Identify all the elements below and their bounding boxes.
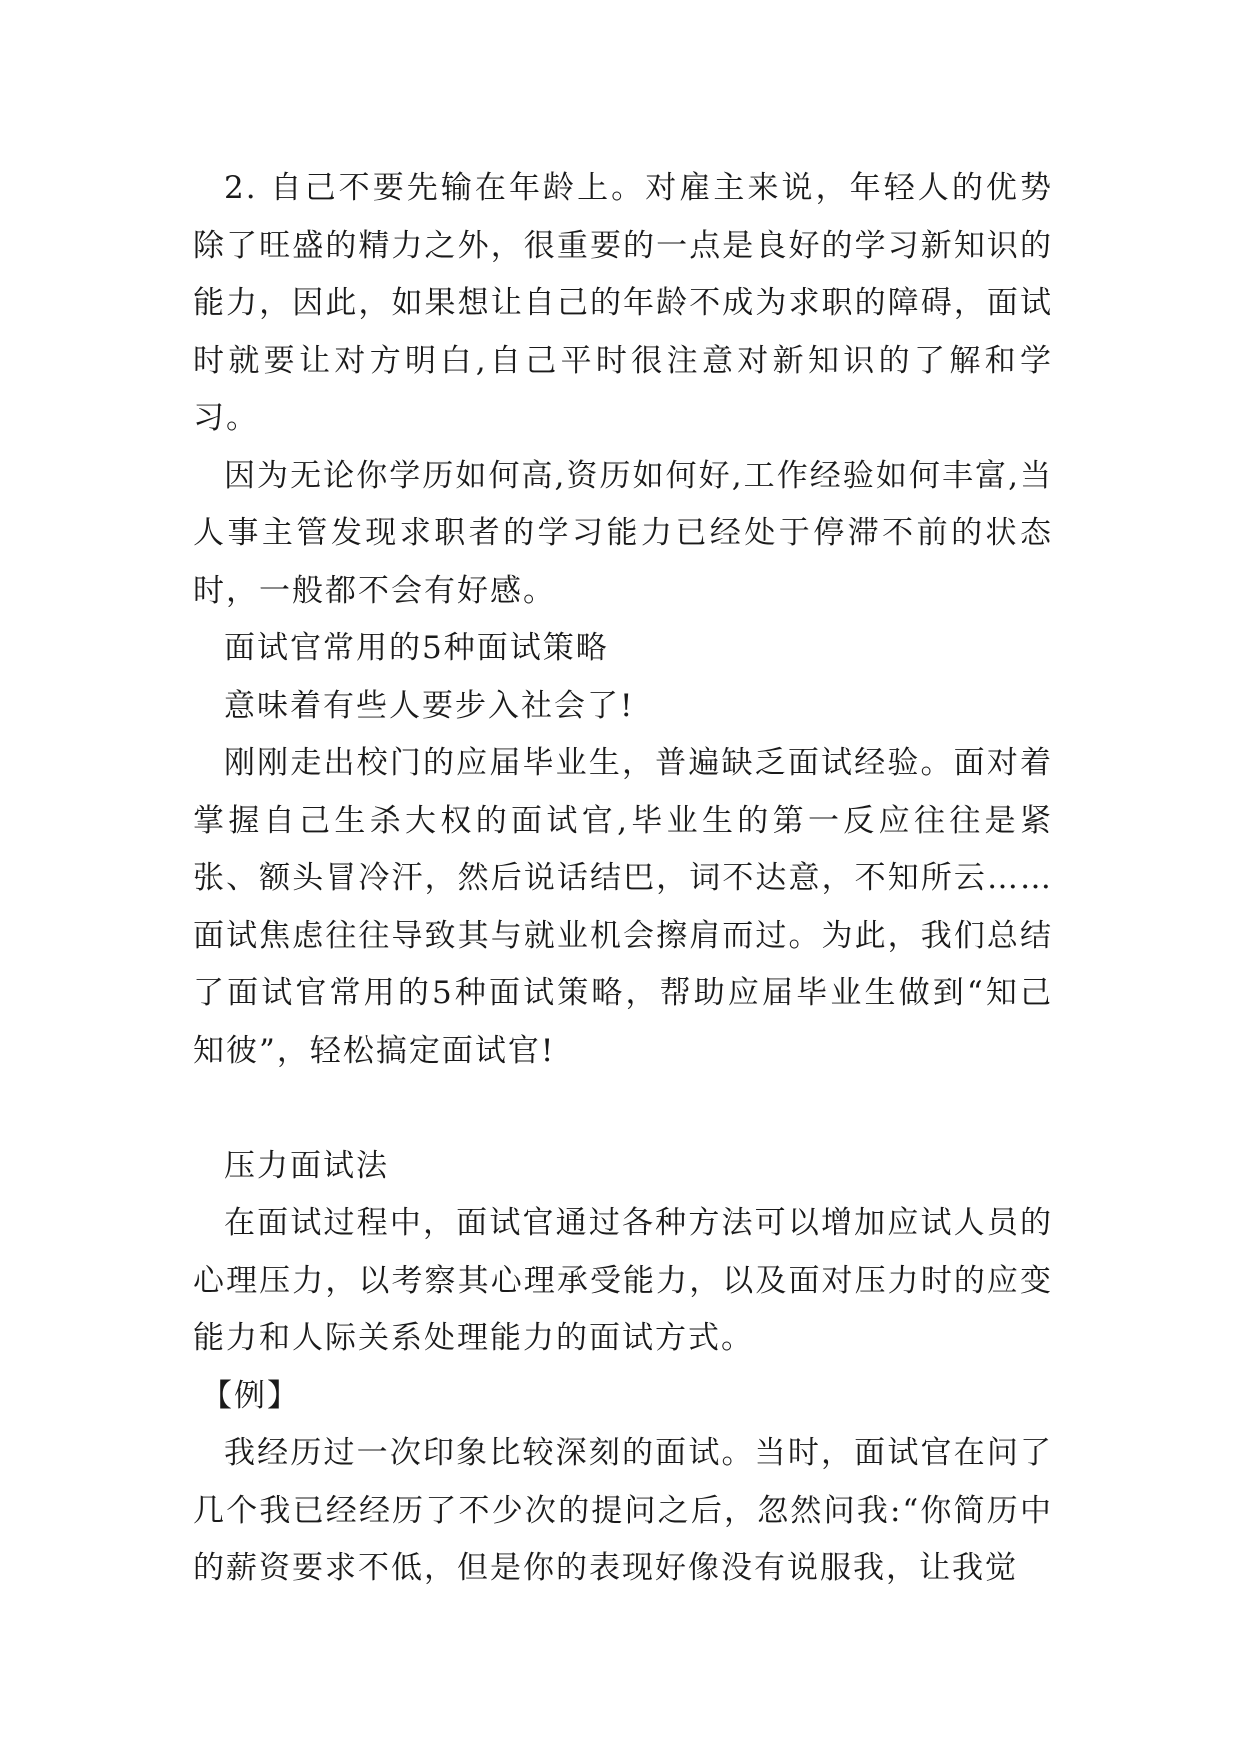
example-label: 【例】 (201, 1377, 300, 1414)
paragraph-learning-ability: 因为无论你学历如何高,资历如何好,工作经验如何丰富,当人事主管发现求职者的学习能力已经处于停滞不前的状态时，一般都不会有好感。 (193, 457, 1053, 609)
section-title-strategies: 面试官常用的5种面试策略 (224, 630, 609, 666)
paragraph-entering-society: 意味着有些人要步入社会了! (224, 687, 635, 724)
paragraph-pressure-definition: 在面试过程中，面试官通过各种方法可以增加应试人员的心理压力，以考察其心理承受能力，以及面对压力时的应变能力和人际关系处理能力的面试方式。 (193, 1205, 1053, 1356)
blank-line (193, 1080, 1053, 1138)
section-title-pressure-interview: 压力面试法 (224, 1147, 389, 1184)
paragraph-age-advice: 2. 自己不要先输在年龄上。对雇主来说，年轻人的优势除了旺盛的精力之外，很重要的一点是良好的学习新知识的能力，因此，如果想让自己的年龄不成为求职的障碍，面试时就要让对方明白,自己平时很注意对新知识的了解和学习。 (193, 170, 1053, 436)
document-body (193, 160, 1053, 1598)
paragraph-example-story: 我经历过一次印象比较深刻的面试。当时，面试官在问了几个我已经经历了不少次的提问之后，忽然问我:“你简历中的薪资要求不低，但是你的表现好像没有说服我，让我觉 (193, 1435, 1053, 1586)
paragraph-graduates-intro: 刚刚走出校门的应届毕业生，普遍缺乏面试经验。面对着掌握自己生杀大权的面试官,毕业生的第一反应往往是紧张、额头冒冷汗，然后说话结巴，词不达意，不知所云……面试焦虑往往导致其与就业机会擦肩而过。为此，我们总结了面试官常用的5种面试策略，帮助应届毕业生做到“知己知彼”，轻松搞定面试官! (193, 745, 1053, 1069)
